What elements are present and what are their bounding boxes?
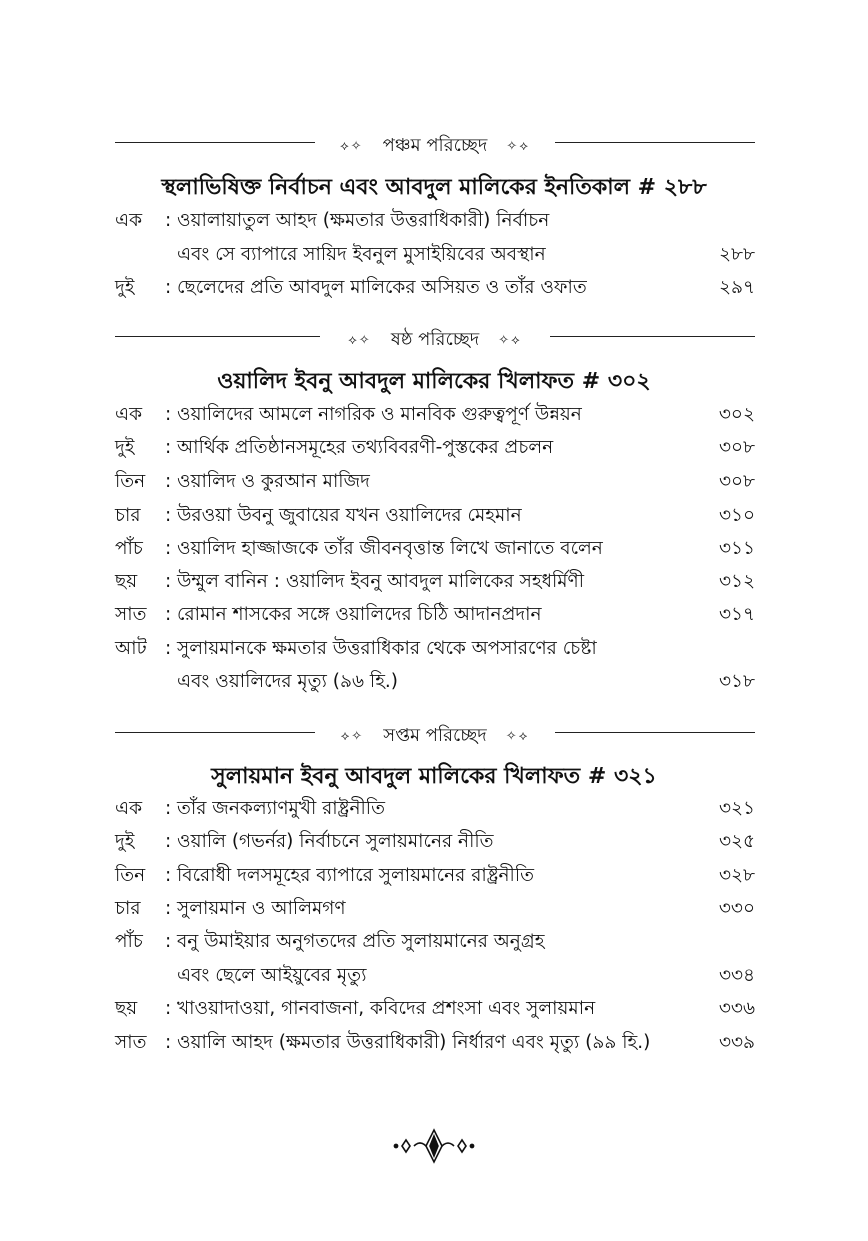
entry-page: ৩২৫ — [718, 831, 755, 852]
entry-number: চার — [115, 505, 141, 526]
entry-title: ওয়ালিদ হাজ্জাজকে তাঁর জীবনবৃত্তান্ত লিখে জানাতে বলেন — [177, 538, 603, 559]
toc-entry[interactable] — [115, 534, 755, 564]
entry-number: দুই — [115, 277, 135, 298]
toc-entry[interactable] — [115, 206, 755, 236]
toc-entry[interactable] — [115, 1028, 755, 1058]
entry-number: ছয় — [115, 998, 138, 1019]
entry-separator: : — [165, 471, 172, 492]
entry-title: বনু উমাইয়ার অনুগতদের প্রতি সুলায়মানের অনুগ্রহ — [177, 931, 545, 952]
entry-page: ৩১১ — [718, 538, 755, 559]
chapter-divider — [115, 325, 755, 349]
toc-entry[interactable] — [115, 433, 755, 463]
entry-number: সাত — [115, 1032, 147, 1053]
ornament-icon: ⟡✧ — [340, 729, 365, 744]
entry-number: এক — [115, 210, 143, 231]
entry-separator: : — [165, 505, 172, 526]
entry-page: ৩০৮ — [718, 471, 755, 492]
toc-entry-continuation[interactable] — [115, 667, 755, 697]
entry-separator: : — [165, 798, 172, 819]
entry-number: পাঁচ — [115, 931, 143, 952]
entry-number: এক — [115, 798, 143, 819]
toc-entry[interactable] — [115, 827, 755, 857]
chapter-divider-label: সপ্তম পরিচ্ছেদ — [383, 721, 486, 752]
entry-page: ৩১২ — [718, 571, 755, 592]
entry-page: ৩১০ — [718, 505, 755, 526]
entry-number: পাঁচ — [115, 538, 143, 559]
entry-number: তিন — [115, 471, 146, 492]
entry-page: ৩০২ — [718, 404, 755, 425]
entry-title: ওয়ালিদ ও কুরআন মাজিদ — [177, 471, 370, 492]
toc-entry[interactable] — [115, 894, 755, 924]
toc-entry[interactable] — [115, 794, 755, 824]
entry-page: ৩৩৪ — [718, 965, 755, 986]
toc-entry[interactable] — [115, 467, 755, 497]
toc-entry-continuation[interactable] — [115, 961, 755, 991]
entry-title: বিরোধী দলসমূহের ব্যাপারে সুলায়মানের রাষ্ট্রনীতি — [177, 865, 535, 886]
entry-title: খাওয়াদাওয়া, গানবাজনা, কবিদের প্রশংসা এবং সুলায়মান — [177, 998, 596, 1019]
entry-separator: : — [165, 898, 172, 919]
chapter-heading: সুলায়মান ইবনু আবদুল মালিকের খিলাফত # ৩২১ — [211, 764, 657, 789]
entry-separator: : — [165, 865, 172, 886]
ornament-icon: ✧⟡ — [498, 333, 522, 348]
entry-separator: : — [165, 604, 172, 625]
chapter-divider — [115, 721, 755, 745]
entry-number: তিন — [115, 865, 146, 886]
toc-entry[interactable] — [115, 400, 755, 430]
entry-title: ওয়ালায়াতুল আহদ (ক্ষমতার উত্তরাধিকারী) নির্বাচন — [177, 210, 550, 231]
ornament-icon: ✧⟡ — [505, 729, 530, 744]
toc-entry[interactable] — [115, 567, 755, 597]
entry-page: ৩২৮ — [718, 865, 755, 886]
entry-title: আর্থিক প্রতিষ্ঠানসমূহের তথ্যবিবরণী-পুস্তকের প্রচলন — [177, 437, 554, 458]
entry-page: ২৮৮ — [718, 244, 755, 265]
entry-title: ওয়ালি আহদ (ক্ষমতার উত্তরাধিকারী) নির্ধারণ এবং মৃত্যু (৯৯ হি.) — [177, 1032, 651, 1053]
ornament-icon: ⟡✧ — [348, 333, 372, 348]
entry-separator: : — [165, 638, 172, 659]
chapter-heading: স্থলাভিষিক্ত নির্বাচন এবং আবদুল মালিকের ইনতিকাল # ২৮৮ — [161, 175, 707, 200]
entry-separator: : — [165, 1032, 172, 1053]
entry-page: ২৯৭ — [718, 277, 755, 298]
entry-title: সুলায়মান ও আলিমগণ — [177, 898, 346, 919]
entry-title: সুলায়মানকে ক্ষমতার উত্তরাধিকার থেকে অপসারণের চেষ্টা — [177, 638, 597, 659]
chapter-divider-label: পঞ্চম পরিচ্ছেদ — [383, 131, 488, 162]
entry-title: ছেলেদের প্রতি আবদুল মালিকের অসিয়ত ও তাঁর ওফাত — [177, 277, 587, 298]
flourish-ornament-icon — [384, 1126, 484, 1166]
entry-separator: : — [165, 277, 172, 298]
ornament-icon: ✧⟡ — [506, 139, 530, 154]
entry-number: আট — [115, 638, 147, 659]
entry-title: উরওয়া উবনু জুবায়ের যখন ওয়ালিদের মেহমান — [177, 505, 522, 526]
toc-entry[interactable] — [115, 861, 755, 891]
entry-separator: : — [165, 210, 172, 231]
entry-title: এবং ওয়ালিদের মৃত্যু (৯৬ হি.) — [177, 671, 399, 692]
entry-number: দুই — [115, 831, 135, 852]
entry-separator: : — [165, 404, 172, 425]
entry-separator: : — [165, 931, 172, 952]
entry-number: সাত — [115, 604, 147, 625]
entry-title: তাঁর জনকল্যাণমুখী রাষ্ট্রনীতি — [177, 798, 385, 819]
toc-entry[interactable] — [115, 501, 755, 531]
entry-separator: : — [165, 571, 172, 592]
entry-page: ৩৩৬ — [718, 998, 755, 1019]
entry-number: ছয় — [115, 571, 138, 592]
chapter-heading: ওয়ালিদ ইবনু আবদুল মালিকের খিলাফত # ৩০২ — [217, 369, 651, 394]
entry-number: চার — [115, 898, 141, 919]
chapter-divider — [115, 131, 755, 155]
entry-page: ৩২১ — [718, 798, 755, 819]
toc-entry[interactable] — [115, 600, 755, 630]
ornament-icon: ⟡✧ — [340, 139, 364, 154]
entry-page: ৩১৮ — [718, 671, 755, 692]
entry-title: এবং ছেলে আইয়ুবের মৃত্যু — [177, 965, 367, 986]
entry-separator: : — [165, 538, 172, 559]
entry-separator: : — [165, 437, 172, 458]
entry-page: ৩০৮ — [718, 437, 755, 458]
entry-title: এবং সে ব্যাপারে সায়িদ ইবনুল মুসাইয়িবের অবস্থান — [177, 244, 546, 265]
toc-entry[interactable] — [115, 634, 755, 664]
entry-title: ওয়ালি (গভর্নর) নির্বাচনে সুলায়মানের নীতি — [177, 831, 494, 852]
toc-entry[interactable] — [115, 273, 755, 303]
entry-title: উম্মুল বানিন : ওয়ালিদ ইবনু আবদুল মালিকের সহধর্মিণী — [177, 571, 585, 592]
toc-entry-continuation[interactable] — [115, 240, 755, 270]
entry-separator: : — [165, 831, 172, 852]
entry-page: ৩৩০ — [718, 898, 755, 919]
entry-title: রোমান শাসকের সঙ্গে ওয়ালিদের চিঠি আদানপ্রদান — [177, 604, 542, 625]
toc-entry[interactable] — [115, 927, 755, 957]
entry-separator: : — [165, 998, 172, 1019]
entry-page: ৩১৭ — [718, 604, 755, 625]
toc-entry[interactable] — [115, 994, 755, 1024]
entry-number: দুই — [115, 437, 135, 458]
entry-number: এক — [115, 404, 143, 425]
entry-title: ওয়ালিদের আমলে নাগরিক ও মানবিক গুরুত্বপূর্ণ উন্নয়ন — [177, 404, 582, 425]
chapter-divider-label: ষষ্ঠ পরিচ্ছেদ — [391, 325, 479, 356]
entry-page: ৩৩৯ — [718, 1032, 755, 1053]
